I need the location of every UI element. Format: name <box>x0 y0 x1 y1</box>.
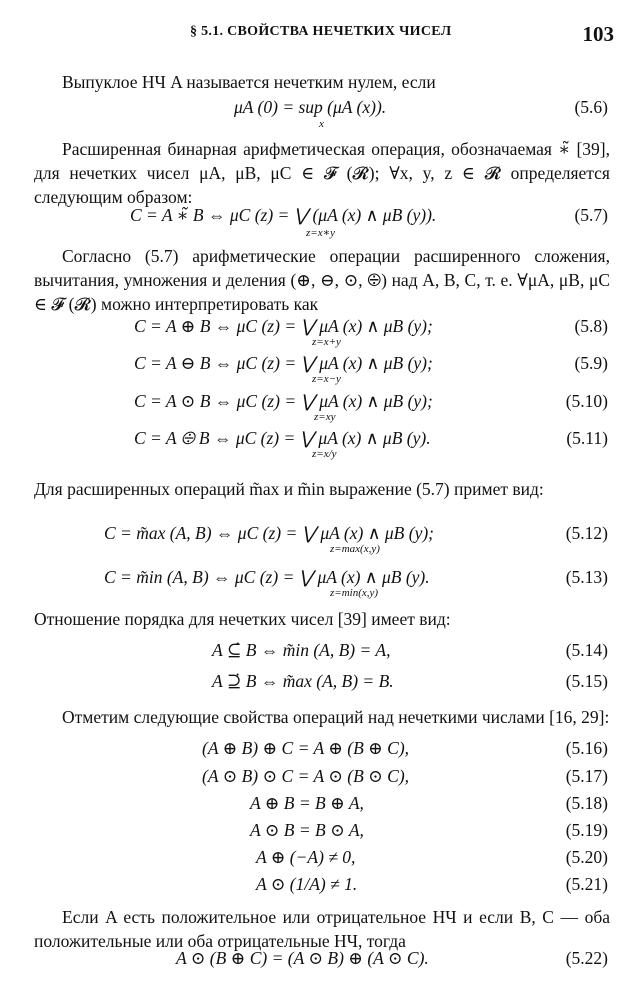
equation-5-9: C = A ⊖ B ⇔ μC (z) = ⋁ μA (x) ∧ μB (y); z=x−y (5.9) <box>134 353 608 385</box>
page-number: 103 <box>582 22 614 46</box>
equation-5-16: (A ⊕ B) ⊕ C = A ⊕ (B ⊕ C), (5.16) <box>202 738 608 758</box>
equation-5-22: A ⊙ (B ⊕ C) = (A ⊙ B) ⊕ (A ⊙ C). (5.22) <box>176 948 608 968</box>
equation-5-15: A ⊇̇ B ⇔ m̃ax (A, B) = B. (5.15) <box>212 671 608 691</box>
equation-5-10: C = A ⊙ B ⇔ μC (z) = ⋁ μA (x) ∧ μB (y); z=xy (5.10) <box>134 391 608 423</box>
equation-5-13: C = m̃in (A, B) ⇔ μC (z) = ⋁ μA (x) ∧ μB (y). z=min(x,y) (5.13) <box>104 567 608 599</box>
paragraph: Расширенная бинарная арифметическая операция, обозначаемая ∗̃ [39], для нечетких чисел μA, μB, μC ∈ 𝓕 (𝓡); ∀x, y, z ∈ 𝓡 определяется следующим образом: <box>34 139 610 207</box>
equation-5-17: (A ⊙ B) ⊙ C = A ⊙ (B ⊙ C), (5.17) <box>202 766 608 786</box>
equation-5-11: C = A ⨸ B ⇔ μC (z) = ⋁ μA (x) ∧ μB (y). z=x/y (5.11) <box>134 428 608 460</box>
equation-5-8: C = A ⊕ B ⇔ μC (z) = ⋁ μA (x) ∧ μB (y); z=x+y (5.8) <box>134 316 608 348</box>
running-header: § 5.1. СВОЙСТВА НЕЧЕТКИХ ЧИСЕЛ <box>190 24 452 39</box>
equation-5-19: A ⊙ B = B ⊙ A, (5.19) <box>250 820 608 840</box>
paragraph: Отметим следующие свойства операций над нечеткими числами [16, 29]: <box>62 707 610 727</box>
equation-5-7: C = A ∗̃ B ⇔ μC (z) = ⋁ (μA (x) ∧ μB (y)). z=x∗y (5.7) <box>130 205 608 239</box>
equation-5-21: A ⊙ (1/A) ≠ 1. (5.21) <box>256 874 608 894</box>
paragraph: Согласно (5.7) арифметические операции расширенного сложения, вычитания, умножения и деления (⊕, ⊖, ⊙, ⨸) над A, B, C, т. е. ∀μA, μB, μC ∈ 𝓕 (𝓡) можно интерпретировать как <box>34 246 610 314</box>
equation-5-20: A ⊕ (−A) ≠ 0, (5.20) <box>256 847 608 867</box>
equation-5-12: C = m̃ax (A, B) ⇔ μC (z) = ⋁ μA (x) ∧ μB (y); z=max(x,y) (5.12) <box>104 523 608 555</box>
equation-5-6: μA (0) = sup (μA (x)). x (5.6) <box>234 97 608 130</box>
paragraph: Если A есть положительное или отрицательное НЧ и если B, C — оба положительные или оба отрицательные НЧ, тогда <box>34 907 610 951</box>
paragraph: Для расширенных операций m̃ax и m̃in выражение (5.7) примет вид: <box>34 479 544 499</box>
paragraph: Отношение порядка для нечетких чисел [39] имеет вид: <box>34 609 451 629</box>
equation-5-14: A ⊆̇ B ⇔ m̃in (A, B) = A, (5.14) <box>212 640 608 660</box>
paragraph: Выпуклое НЧ A называется нечетким нулем, если <box>62 72 436 92</box>
equation-5-18: A ⊕ B = B ⊕ A, (5.18) <box>250 793 608 813</box>
